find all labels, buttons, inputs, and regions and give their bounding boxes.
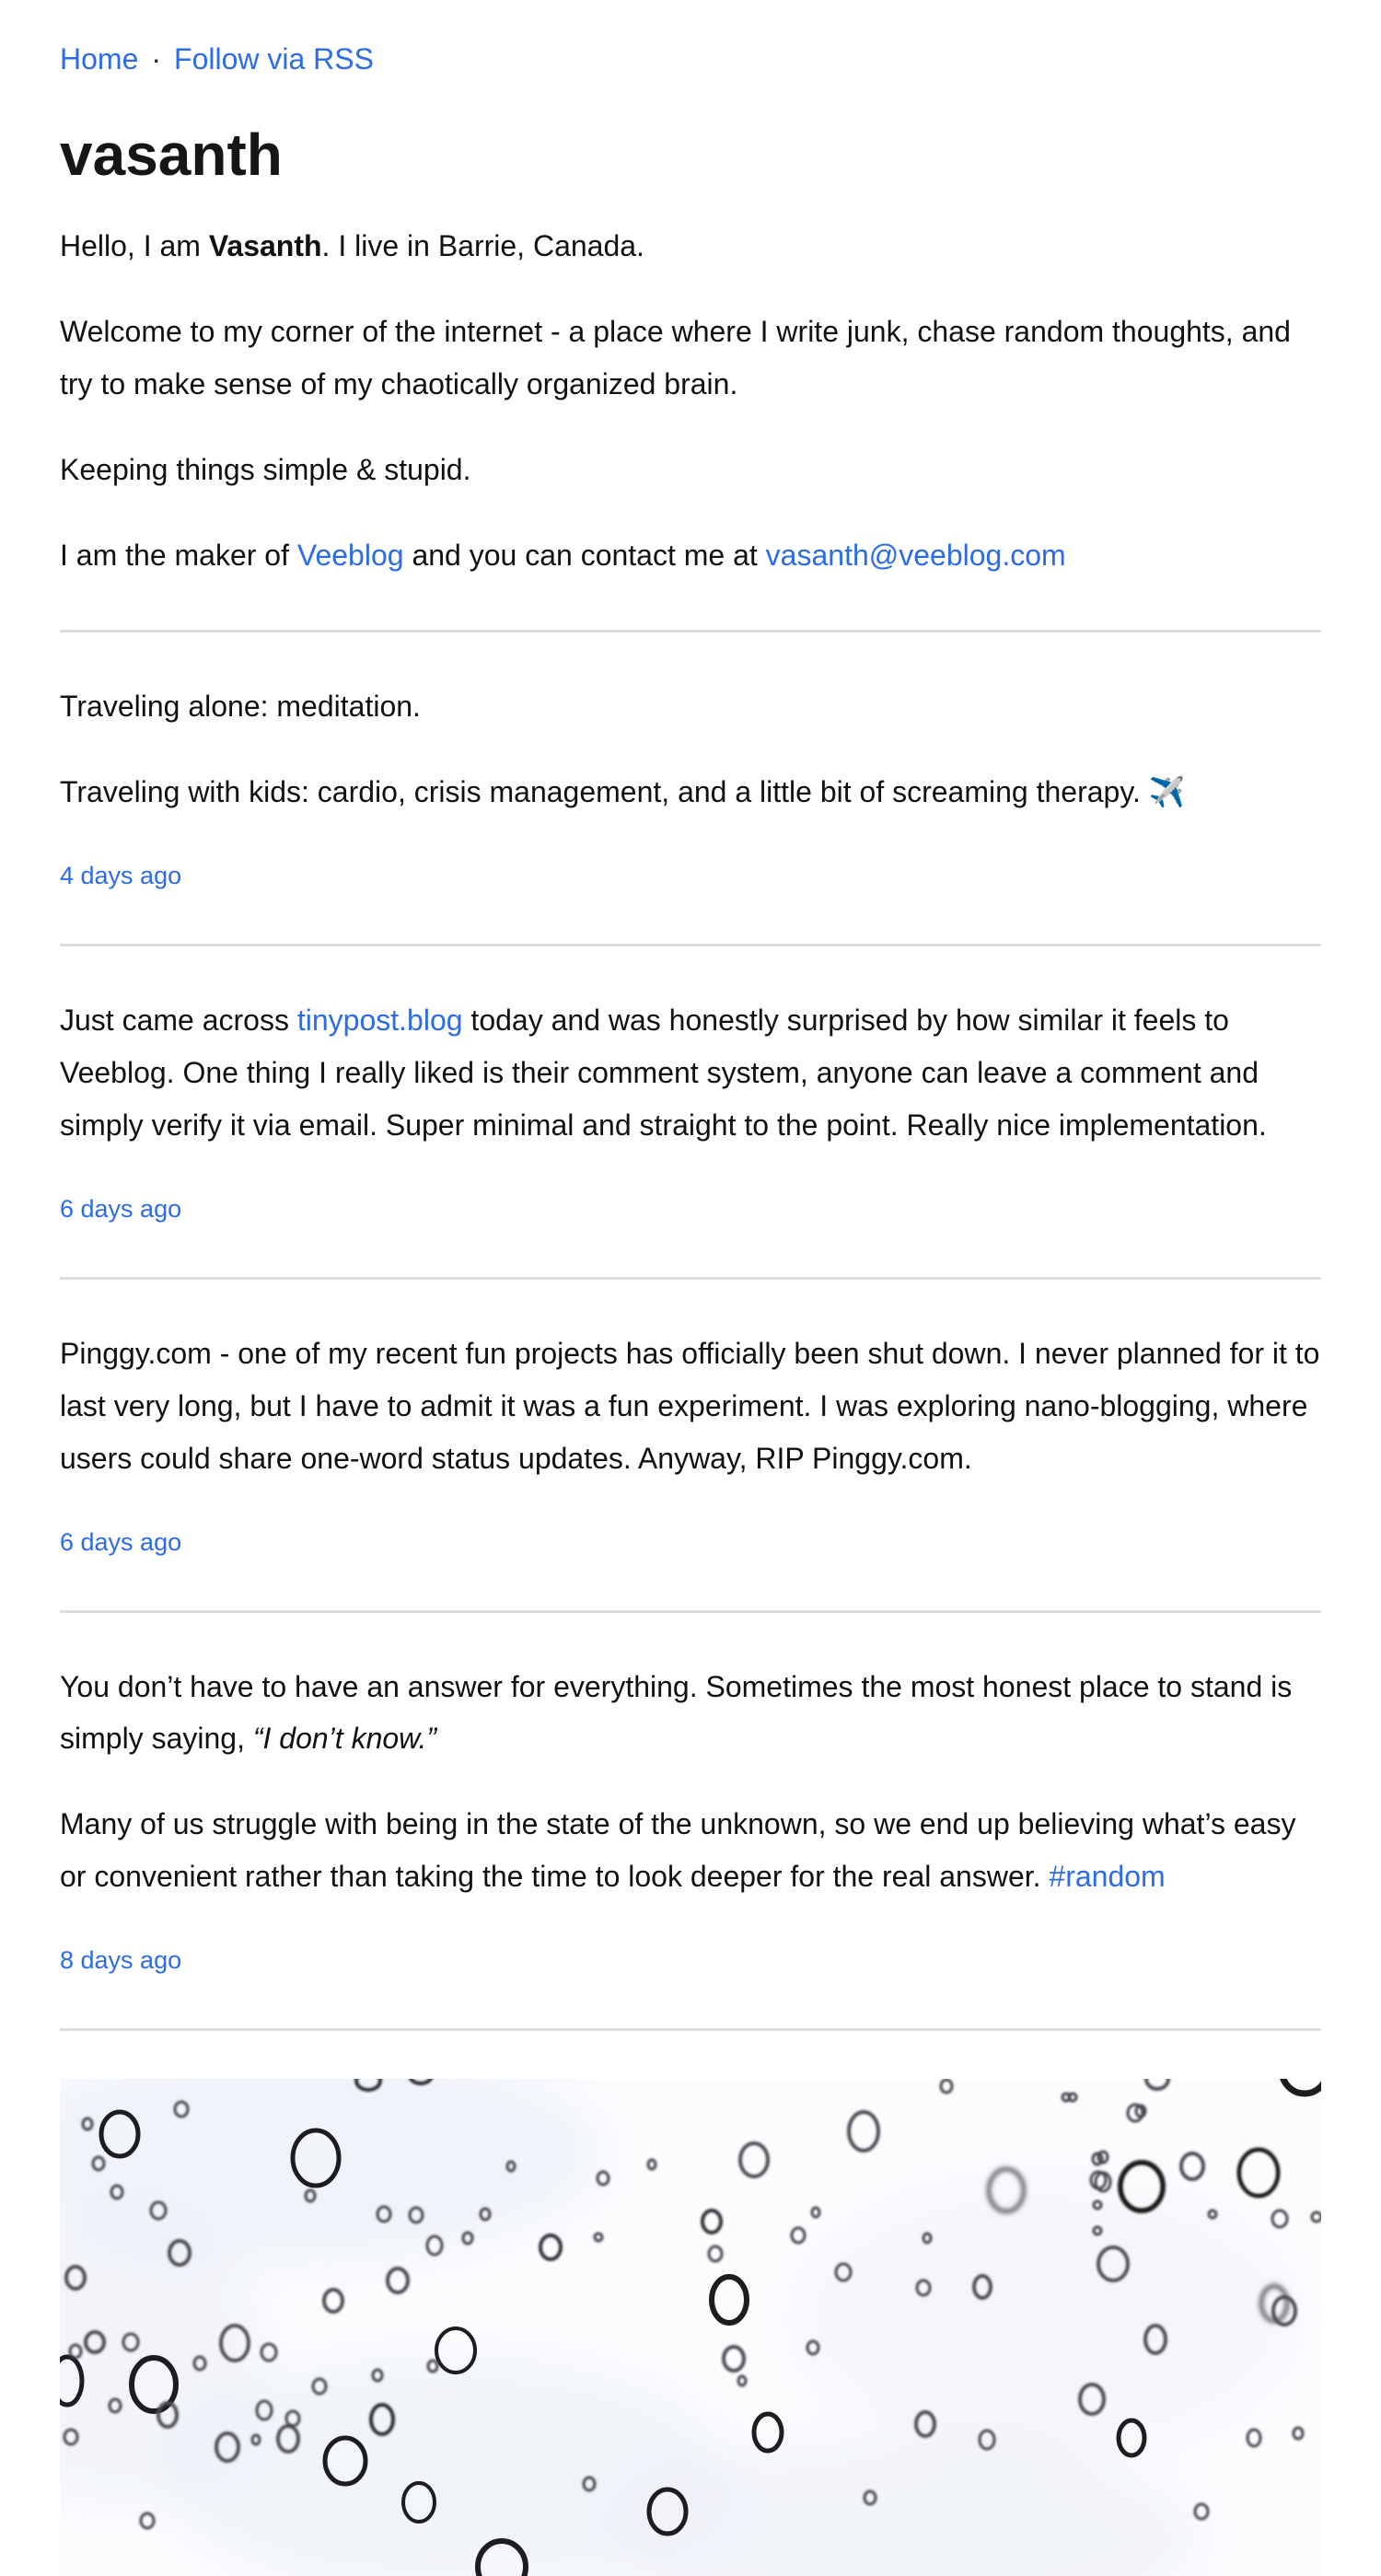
nav-separator: · [151,42,162,75]
intro-contact-mid: and you can contact me at [403,538,766,572]
post-travel [60,680,1321,896]
veeblog-link[interactable]: Veeblog [296,538,404,572]
tinypost-link[interactable]: tinypost.blog [296,1003,463,1037]
post-photo [60,2079,1321,2576]
post-timestamp-link[interactable]: 6 days ago [60,1527,182,1556]
divider [60,944,1321,946]
post-timestamp-link[interactable]: 6 days ago [60,1194,182,1223]
post-text-segment: Many of us struggle with being in the state of the unknown, so we end up believing what’s easy or convenient rather than taking the time to look deeper for the real answer. [60,1807,1296,1894]
post-text: Traveling alone: meditation. [60,689,421,723]
page [60,0,1321,2576]
intro-welcome: Welcome to my corner of the internet - a place where I write junk, chase random thoughts, and try to make sense of my chaotically organized brain. [60,315,1291,401]
post-timestamp-link[interactable]: 8 days ago [60,1946,182,1975]
intro-greeting [60,220,1321,273]
water-droplets-photo [60,2079,1321,2576]
post-text [60,1798,1321,1903]
divider [60,630,1321,632]
post-pinggy [60,1328,1321,1562]
intro-contact-pre: I am the maker of [60,538,297,572]
email-link[interactable]: vasanth@veeblog.com [765,538,1066,572]
intro-contact [60,529,1321,582]
timestamp-row [60,1936,1321,1980]
intro-greeting-pre: Hello, I am [60,229,209,263]
home-link[interactable]: Home [60,42,139,75]
timestamp-row [60,1518,1321,1562]
page-title: vasanth [60,122,283,188]
post-text [60,766,1321,818]
divider [60,2028,1321,2031]
author-name: Vasanth [208,229,322,263]
intro-greeting-post: . I live in Barrie, Canada. [321,229,644,263]
airplane-emoji: ✈️ [1148,774,1186,808]
post-text-segment: You don’t have to have an answer for everything. Sometimes the most honest place to stand is simply saying, [60,1669,1293,1756]
post-photo-figure [60,2079,1321,2576]
divider [60,1277,1321,1280]
post-tinypost [60,994,1321,1229]
rss-link[interactable]: Follow via RSS [174,42,374,75]
post-random [60,1661,1321,1981]
post-text [60,994,1321,1152]
hashtag-link[interactable]: #random [1049,1860,1166,1894]
top-nav [60,41,1321,77]
timestamp-row [60,852,1321,896]
timestamp-row [60,1185,1321,1229]
post-text-segment: Traveling with kids: cardio, crisis management, and a little bit of screaming therapy. [60,774,1149,808]
post-timestamp-link[interactable]: 4 days ago [60,861,182,889]
post-text-segment: today and was honestly surprised by how similar it feels to Veeblog. One thing I really liked is their comment system, anyone can leave a comment and simply verify it via email. Super minimal and straight to the point. Really nice implementation. [60,1003,1267,1142]
post-text: Pinggy.com - one of my recent fun projects has officially been shut down. I never planned for it to last very long, but I have to admit it was a fun experiment. I was exploring nano-blogging, where users could share one-word status updates. Anyway, RIP Pinggy.com. [60,1336,1320,1475]
intro-motto: Keeping things simple & stupid. [60,452,471,486]
intro-section [60,220,1321,582]
post-text [60,1661,1321,1766]
quote-italic: “I don’t know.” [252,1722,437,1756]
divider [60,1610,1321,1613]
post-text-segment: Just came across [60,1003,297,1037]
